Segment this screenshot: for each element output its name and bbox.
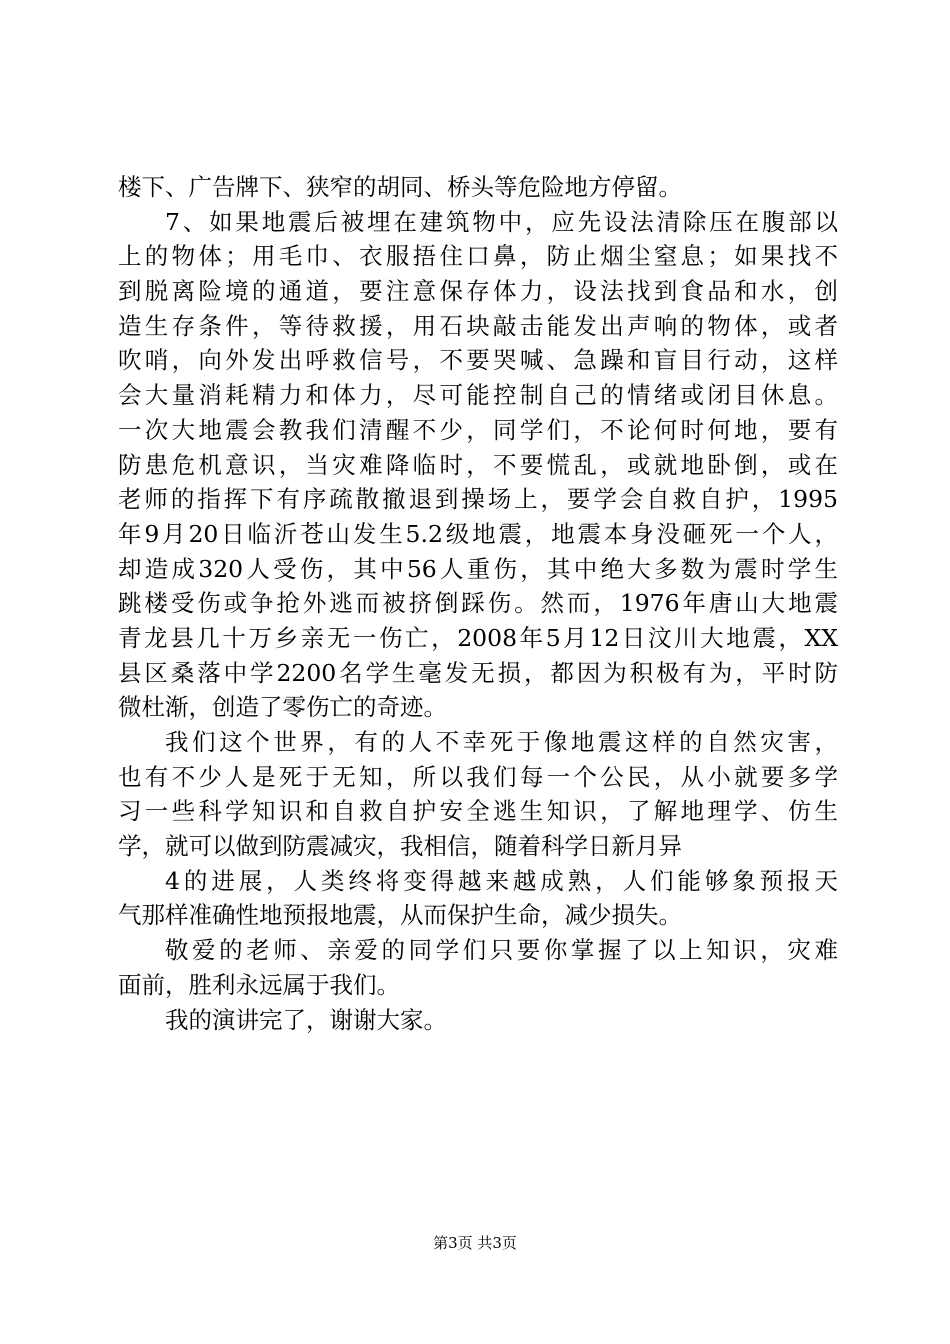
page-footer: 第3页 共3页	[433, 1234, 517, 1252]
text-line: 县区桑落中学2200名学生毫发无损，都因为积极有为，平时防	[118, 658, 838, 687]
text-line: 4的进展，人类终将变得越来越成熟，人们能够象预报天	[165, 866, 838, 895]
text-line: 跳楼受伤或争抢外逃而被挤倒踩伤。然而，1976年唐山大地震	[118, 589, 838, 618]
text-line: 一次大地震会教我们清醒不少，同学们，不论何时何地，要有	[118, 415, 838, 444]
text-line: 年9月20日临沂苍山发生5.2级地震，地震本身没砸死一个人，	[118, 519, 838, 548]
text-line: 习一些科学知识和自救自护安全逃生知识，了解地理学、仿生	[118, 797, 838, 826]
text-line: 上的物体；用毛巾、衣服捂住口鼻，防止烟尘窒息；如果找不	[118, 242, 838, 271]
text-line: 造生存条件，等待救援，用石块敲击能发出声响的物体，或者	[118, 311, 838, 340]
text-line: 敬爱的老师、亲爱的同学们只要你掌握了以上知识，灾难	[165, 936, 838, 965]
text-line: 气那样准确性地预报地震，从而保护生命，减少损失。	[118, 901, 682, 930]
text-line: 防患危机意识，当灾难降临时，不要慌乱，或就地卧倒，或在	[118, 450, 838, 479]
text-line: 我的演讲完了，谢谢大家。	[165, 1005, 447, 1034]
text-line: 到脱离险境的通道，要注意保存体力，设法找到食品和水，创	[118, 277, 838, 306]
text-line: 吹哨，向外发出呼救信号，不要哭喊、急躁和盲目行动，这样	[118, 346, 838, 375]
document-body	[118, 170, 838, 1037]
text-line: 面前，胜利永远属于我们。	[118, 970, 400, 999]
text-line: 学，就可以做到防震减灾，我相信，随着科学日新月异	[118, 832, 682, 861]
text-line: 微杜渐，创造了零伤亡的奇迹。	[118, 693, 447, 722]
text-line: 老师的指挥下有序疏散撤退到操场上，要学会自救自护，1995	[118, 485, 838, 514]
text-line: 我们这个世界，有的人不幸死于像地震这样的自然灾害，	[165, 728, 838, 756]
text-line: 也有不少人是死于无知，所以我们每一个公民，从小就要多学	[118, 762, 838, 791]
text-line: 却造成320人受伤，其中56人重伤，其中绝大多数为震时学生	[118, 554, 838, 583]
text-line: 会大量消耗精力和体力，尽可能控制自己的情绪或闭目休息。	[118, 381, 838, 410]
text-line: 楼下、广告牌下、狭窄的胡同、桥头等危险地方停留。	[118, 173, 682, 201]
text-line: 7、如果地震后被埋在建筑物中，应先设法清除压在腹部以	[165, 207, 838, 236]
text-line: 青龙县几十万乡亲无一伤亡，2008年5月12日汶川大地震，XX	[118, 623, 838, 652]
